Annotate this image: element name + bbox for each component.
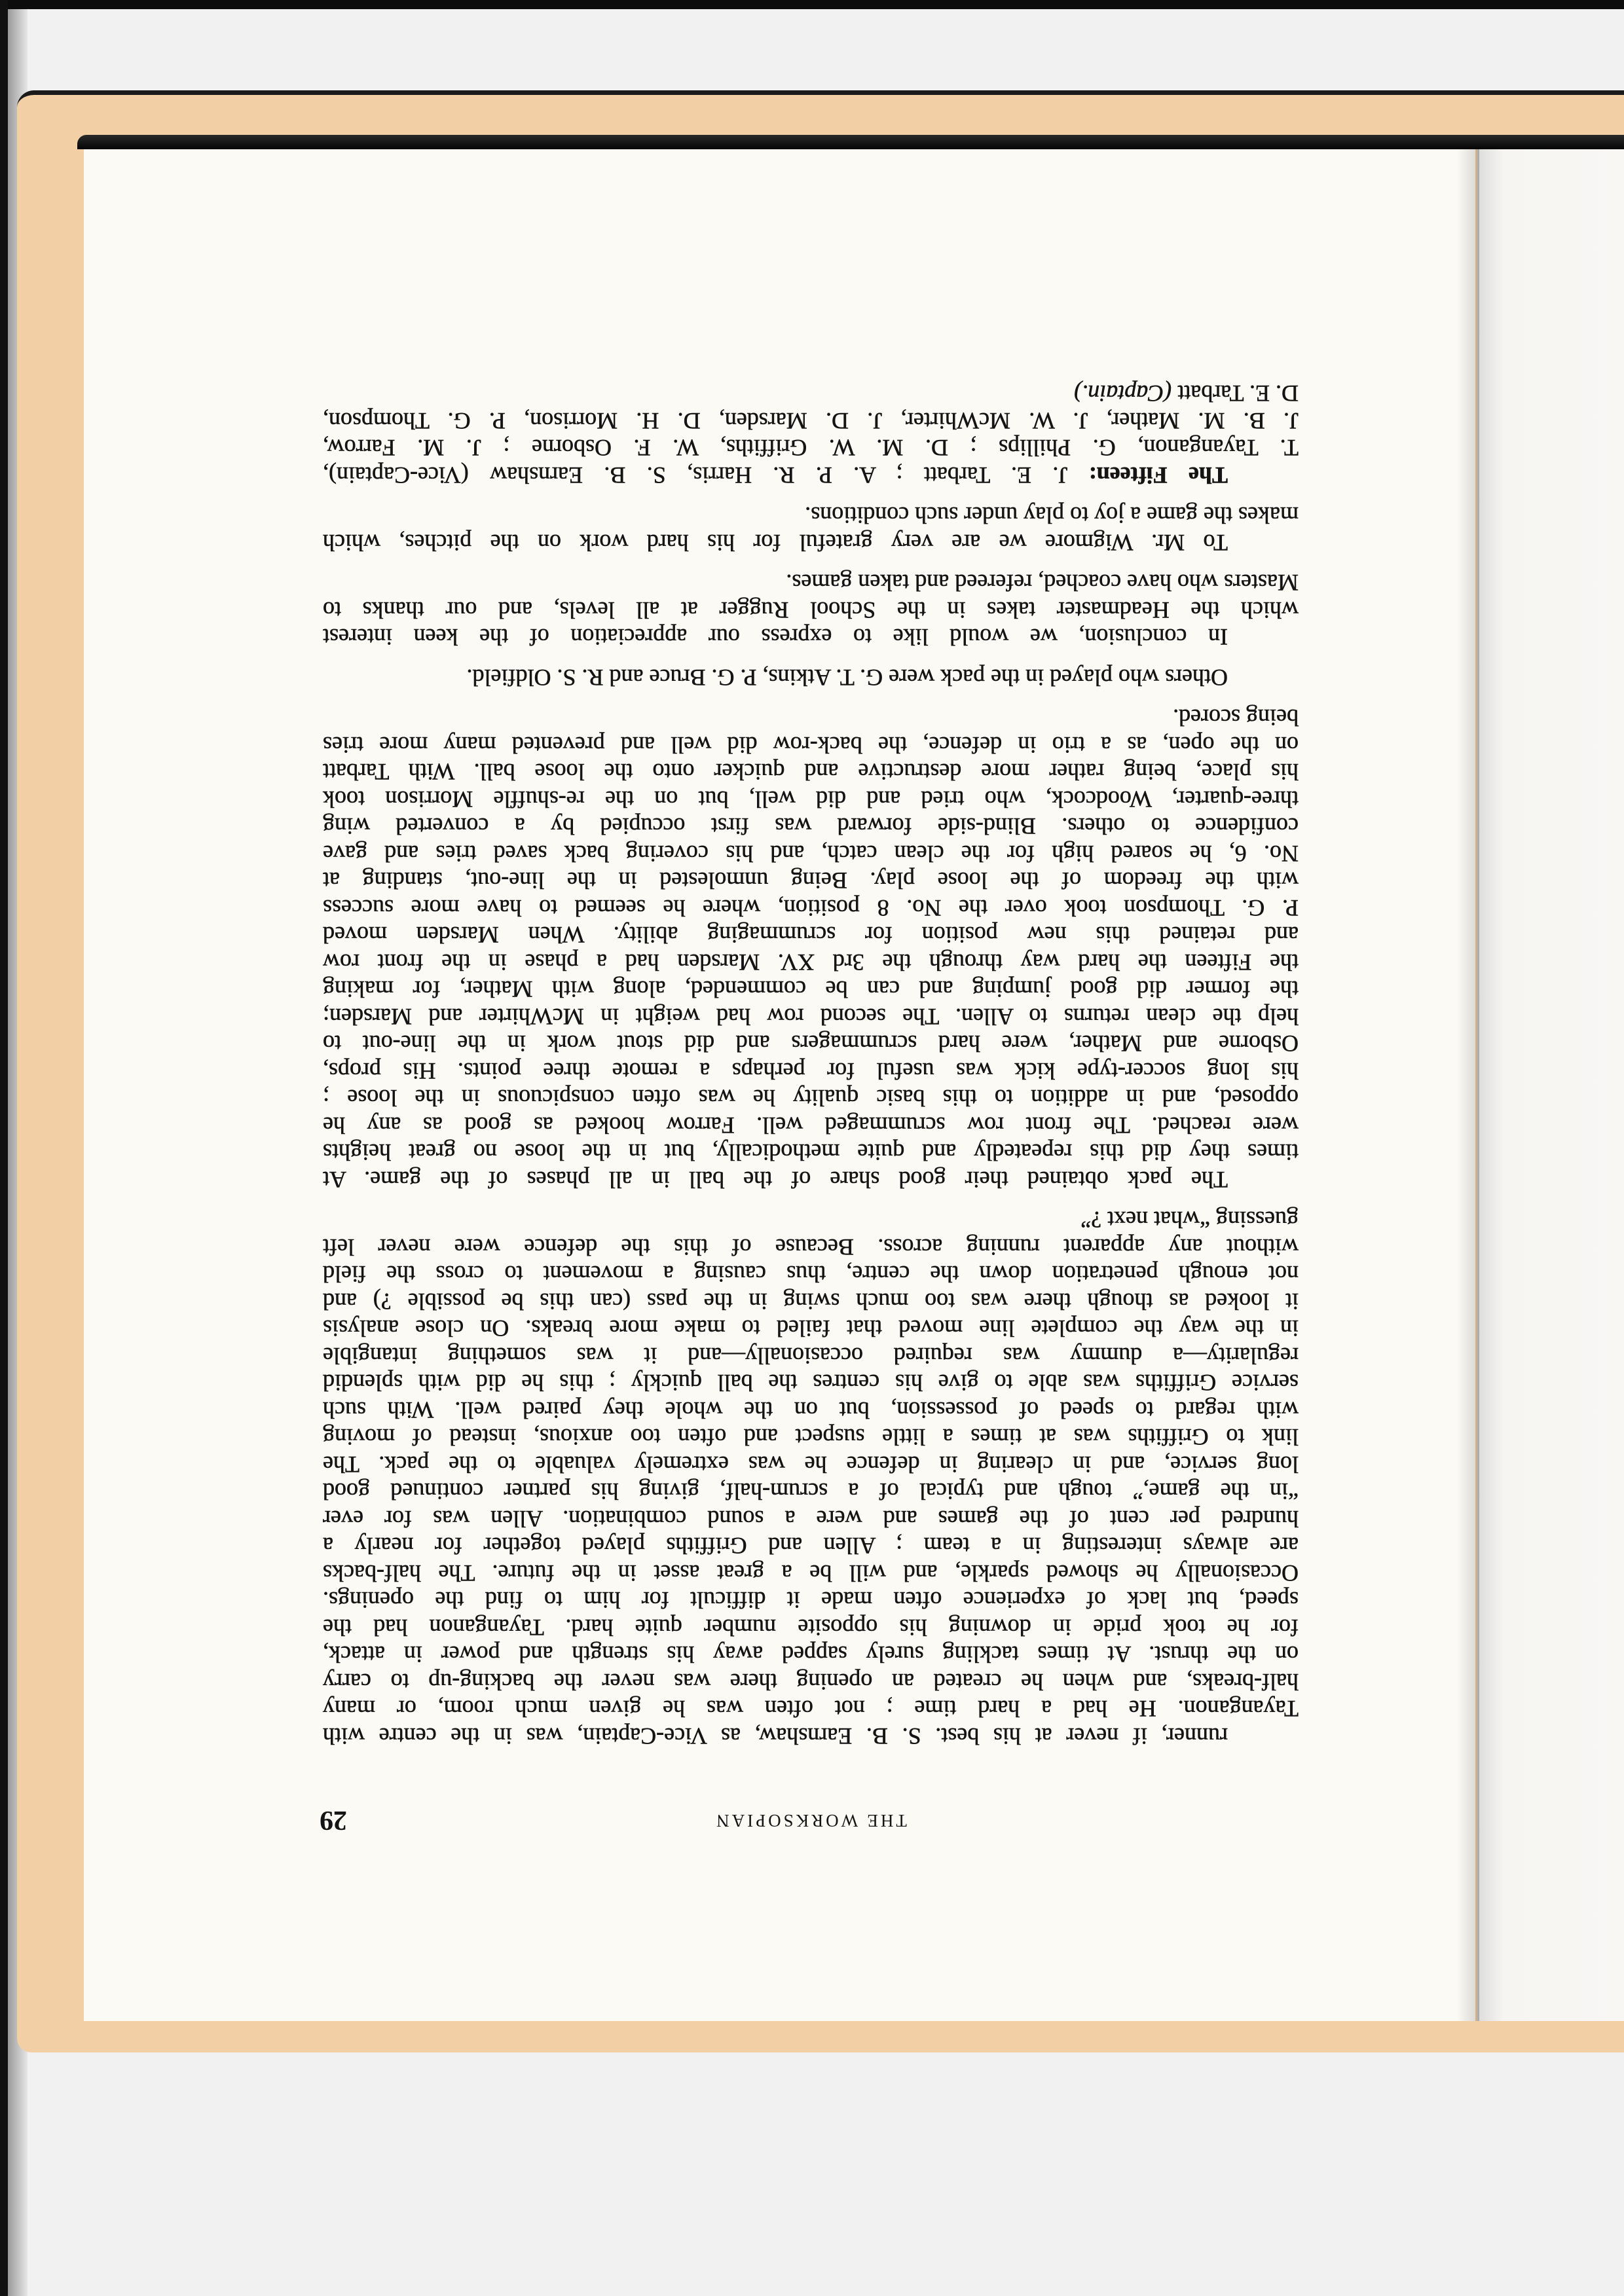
team-line: T. Tayanganon, G. Phillips ; D. M. W. Griffiths, W. F. Osborne ; J. M. Farrow, bbox=[323, 435, 1299, 462]
text-line: half-breaks, and when he created an opening there was never the backing-up to carry bbox=[323, 1669, 1299, 1695]
text-line: help the clean returns to Allen. The second row had weight in McWhirter and Marsden; bbox=[323, 1004, 1299, 1030]
text-line: in the way the complete line moved that failed to make more breaks. On close analysis bbox=[323, 1315, 1299, 1342]
text-line: on the thrust. At times tackling surely sapped away his strength and power in attack, bbox=[323, 1641, 1299, 1668]
paragraph bbox=[323, 1206, 1299, 1749]
book-gutter bbox=[1457, 149, 1479, 2021]
text-line: on the open, as a trio in defence, the back-row did well and prevented many more tries bbox=[323, 732, 1299, 758]
team-line: J. B. M. Mather, J. W. McWhirter, J. D. Marsden, D. H. Morrison, P. G. Thompson, bbox=[323, 408, 1299, 434]
rotated-page-content bbox=[314, 380, 1306, 1840]
scanner-edge-left bbox=[0, 0, 8, 2296]
text-line: makes the game a joy to play under such conditions. bbox=[805, 502, 1299, 529]
text-line: with the freedom of the loose play. Being unmolested in the line-out, standing at bbox=[323, 867, 1299, 894]
text-line: the Fifteen the hard way through the 3rd XV. Marsden had a phase in the front row bbox=[323, 949, 1299, 975]
text-line: No. 6, he soared high for the clean catch, and his covering back saved tries and gave bbox=[323, 841, 1299, 867]
paragraph bbox=[323, 501, 1299, 556]
text-line: and retained this new position for scrummaging ability. When Marsden moved bbox=[323, 922, 1299, 949]
text-line: being scored. bbox=[1173, 704, 1299, 731]
captain-name: D. E. Tarbatt bbox=[1172, 380, 1299, 407]
captain-role: (Captain.) bbox=[1074, 380, 1172, 407]
text-line: hundred per cent of the games and were a sound combination. Allen was for ever bbox=[323, 1506, 1299, 1532]
text-line: In conclusion, we would like to express our appreciation of the keen interest bbox=[323, 624, 1228, 651]
text-line: his long soccer-type kick was useful for perhaps a remote three points. His props, bbox=[323, 1058, 1299, 1084]
text-line: service Griffiths was able to give his centres the ball quickly ; this he did with splendid bbox=[323, 1370, 1299, 1396]
text-line: The pack obtained their good share of the ball in all phases of the game. At bbox=[323, 1167, 1228, 1193]
text-line: link to Griffiths was at times a little suspect and often too anxious, instead of moving bbox=[323, 1424, 1299, 1451]
text-line: long service, and in clearing in defence he was extremely valuable to the pack. The bbox=[323, 1451, 1299, 1478]
text-line: without any apparent running across. Because of this the defence were never left bbox=[323, 1234, 1299, 1260]
article-body bbox=[323, 367, 1299, 1749]
text-line: runner, if never at his best. S. B. Earnshaw, as Vice-Captain, was in the centre with bbox=[323, 1723, 1228, 1749]
journal-title: THE WORKSOPIAN bbox=[714, 1811, 907, 1831]
team-line bbox=[323, 462, 1299, 489]
text-line: with regard to speed of possession, but on the whole they paired well. With such bbox=[323, 1397, 1299, 1423]
text-line: which the Headmaster takes in the School Rugger at all levels, and our thanks to bbox=[323, 597, 1299, 623]
paragraphs bbox=[323, 501, 1299, 1749]
page-top-shadow bbox=[77, 135, 1624, 149]
paragraph bbox=[323, 704, 1299, 1193]
text-line: “in the game,” tough and typical of a scrum-half, giving his partner continued good bbox=[323, 1478, 1299, 1505]
text-line: Tayanganon. He had a hard time ; not often was he given much room, or many bbox=[323, 1696, 1299, 1722]
text-line: it looked as though there was too much swing in the pass (can this be possible ?) and bbox=[323, 1288, 1299, 1315]
text-line: Others who played in the pack were G. T. Atkins, P. G. Bruce and R. S. Oldfield. bbox=[466, 665, 1228, 691]
text-line: times they did this repeatedly and quite methodically, but in the loose no great heights bbox=[323, 1139, 1299, 1166]
team-line bbox=[323, 380, 1299, 407]
scanner-edge-top bbox=[0, 0, 1624, 9]
text-line: guessing “what next ?” bbox=[1080, 1207, 1299, 1233]
team-label: The Fifteen: bbox=[1088, 462, 1228, 488]
text-line: regularity—a dummy was required occasionally—and it was something intangible bbox=[323, 1343, 1299, 1369]
running-header bbox=[314, 1803, 1306, 1836]
text-line: To Mr. Wigmore we are very grateful for his hard work on the pitches, which bbox=[323, 530, 1228, 556]
text-line: for he took pride in downing his opposite number quite hard. Tayanganon had the bbox=[323, 1614, 1299, 1641]
text-line: confidence to others. Blind-side forward was first occupied by a converted wing bbox=[323, 813, 1299, 840]
text-line: Occasionally he showed sparkle, and will be a great asset in the future. The half-backs bbox=[323, 1560, 1299, 1586]
team-list bbox=[323, 380, 1299, 488]
text-line: not enough penetration down the centre, thus causing a movement to cross the field bbox=[323, 1261, 1299, 1288]
text-line: were reached. The front row scrummaged well. Farrow hooked as good as any he bbox=[323, 1112, 1299, 1139]
text-line: opposed, and in addition to this basic quality he was often conspicuous in the loose ; bbox=[323, 1085, 1299, 1112]
text-line: his place, being rather more destructive and quicker onto the loose ball. With Tarbatt bbox=[323, 759, 1299, 786]
paragraph bbox=[323, 569, 1299, 651]
text-line: three-quarter, Woodcock, who tried and did well, but on the re-shuffle Morrison took bbox=[323, 786, 1299, 812]
text-line: P. G. Thompson took over the No. 8 position, where he seemed to have more success bbox=[323, 895, 1299, 921]
team-line-text: J. E. Tarbatt ; A. P. R. Harris, S. B. Earnshaw (Vice-Captain), bbox=[323, 462, 1089, 488]
page-number: 29 bbox=[320, 1805, 347, 1835]
text-line: the former did good jumping and can be commended, along with Mather, for making bbox=[323, 976, 1299, 1003]
facing-page bbox=[1477, 149, 1624, 2021]
text-line: Osborne and Mather, were hard scrummagers and did stout work in the line-out to bbox=[323, 1030, 1299, 1057]
text-line: Masters who have coached, refereed and taken games. bbox=[786, 570, 1299, 596]
paragraph bbox=[323, 664, 1299, 691]
text-line: are always interesting in a team ; Allen and Griffiths played together for nearly a bbox=[323, 1533, 1299, 1559]
text-line: speed, but lack of experience often made it difficult for him to find the openings. bbox=[323, 1587, 1299, 1614]
